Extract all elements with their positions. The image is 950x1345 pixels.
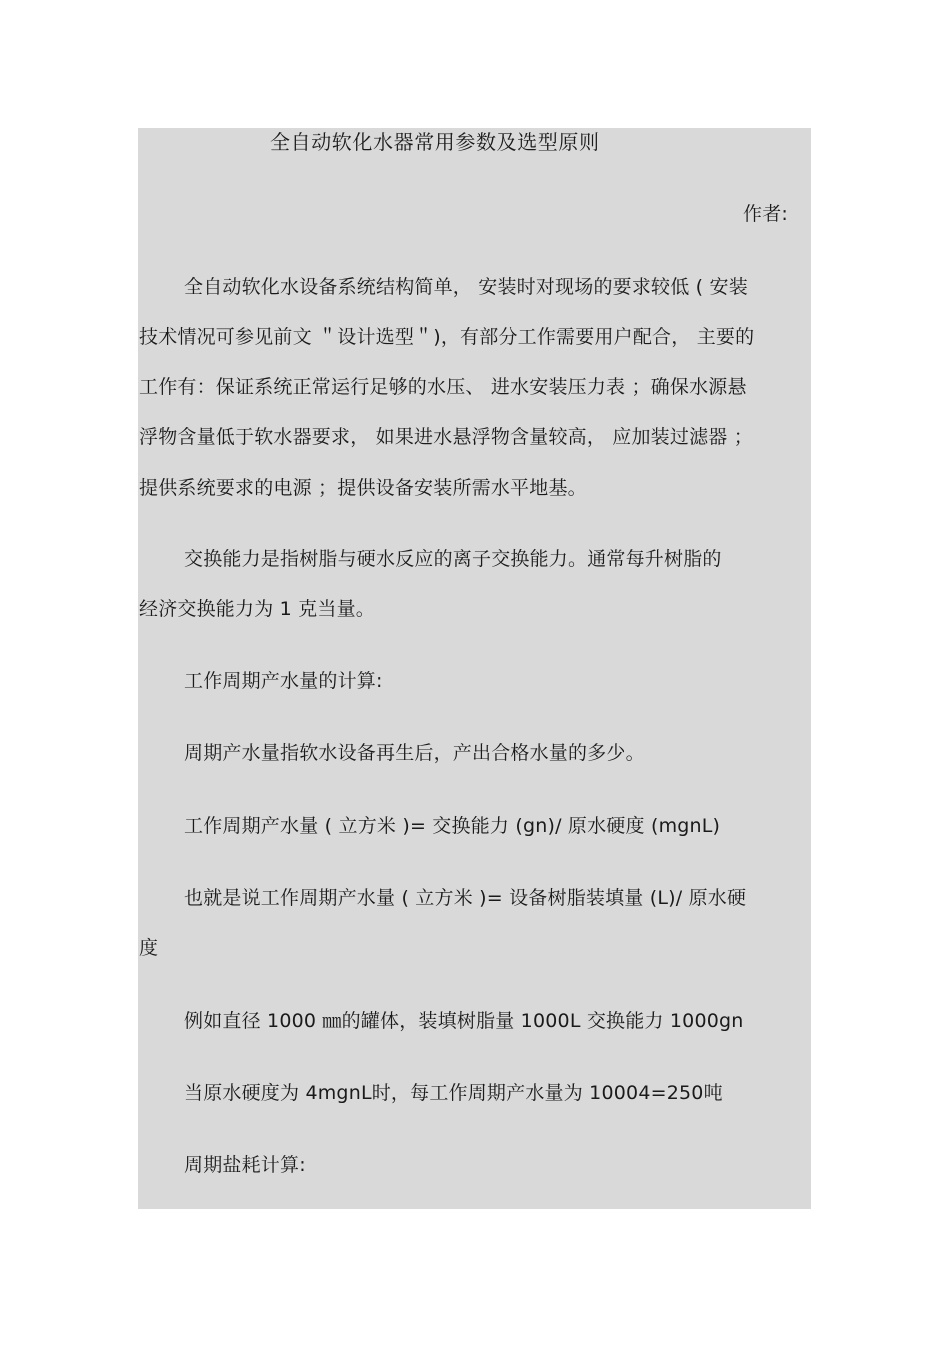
paragraph-line: 工作周期产水量 ( 立方米 )= 交换能力 (gn)/ 原水硬度 (mgnL) [184,815,721,837]
paragraph-line: 全自动软化水设备系统结构简单， 安装时对现场的要求较低 ( 安装 [184,276,748,298]
paragraph-line: 交换能力是指树脂与硬水反应的离子交换能力。通常每升树脂的 [184,548,722,570]
paragraph-line: 当原水硬度为 4mgnL时，每工作周期产水量为 10004=250吨 [184,1082,723,1104]
paragraph-line: 提供系统要求的电源 ；提供设备安装所需水平地基。 [139,477,587,499]
paragraph-line: 经济交换能力为 1 克当量。 [139,598,375,620]
document-title: 全自动软化水器常用参数及选型原则 [270,130,600,154]
paragraph-line: 周期产水量指软水设备再生后，产出合格水量的多少。 [184,742,645,764]
author-label: 作者: [743,203,789,225]
paragraph-line: 也就是说工作周期产水量 ( 立方米 )= 设备树脂装填量 (L)/ 原水硬 [184,887,747,909]
paragraph-line: 工作周期产水量的计算: [184,670,383,692]
paragraph-line: 周期盐耗计算: [184,1154,306,1176]
paragraph-line: 工作有：保证系统正常运行足够的水压、 进水安装压力表 ；确保水源悬 [139,376,747,398]
paragraph-line: 技术情况可参见前文 ＂设计选型＂)，有部分工作需要用户配合， 主要的 [139,326,755,348]
paragraph-line: 例如直径 1000 ㎜的罐体，装填树脂量 1000L 交换能力 1000gn [184,1010,744,1032]
paragraph-line: 度 [139,937,159,959]
paragraph-line: 浮物含量低于软水器要求， 如果进水悬浮物含量较高， 应加装过滤器 ； [139,426,753,448]
